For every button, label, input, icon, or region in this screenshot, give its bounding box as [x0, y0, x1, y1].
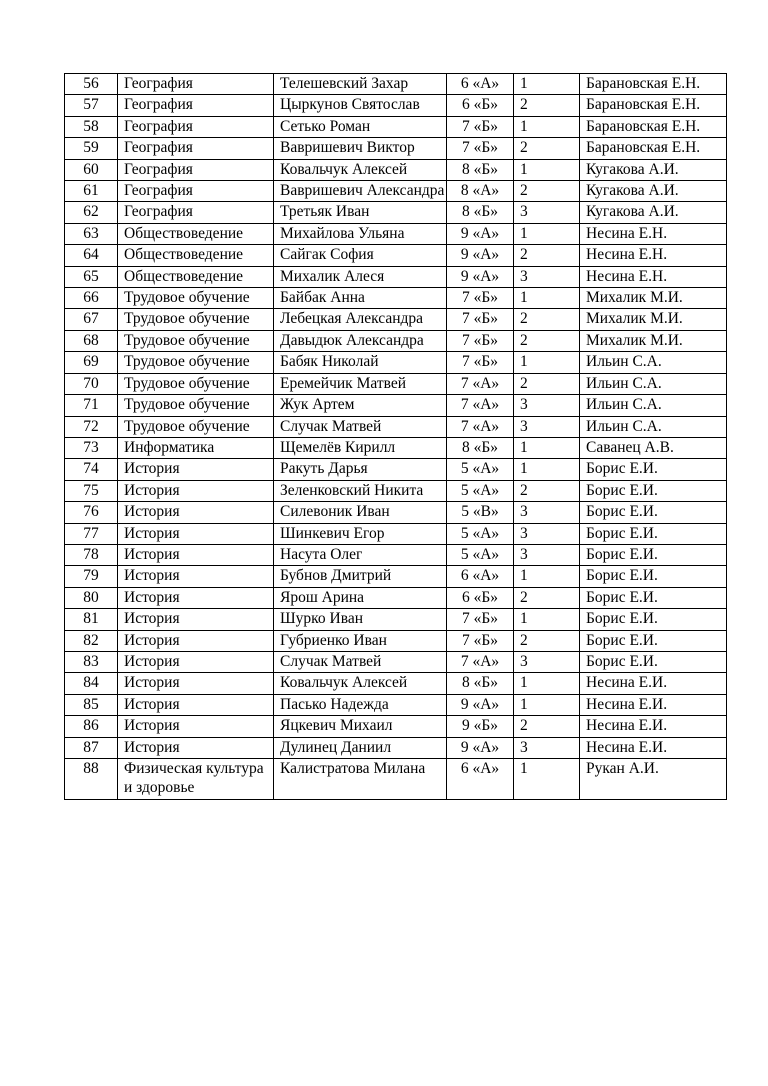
place-cell: 3 — [514, 502, 580, 523]
row-number: 87 — [65, 737, 118, 758]
class-cell: 6 «А» — [447, 74, 514, 95]
table-row — [65, 459, 727, 480]
table-row — [65, 737, 727, 758]
row-number: 77 — [65, 523, 118, 544]
row-number: 70 — [65, 373, 118, 394]
place-cell: 1 — [514, 566, 580, 587]
table-row — [65, 288, 727, 309]
table-row — [65, 630, 727, 651]
student-name-cell: Зеленковский Никита — [274, 480, 447, 501]
row-number: 78 — [65, 544, 118, 565]
class-cell: 5 «В» — [447, 502, 514, 523]
subject-cell: История — [118, 544, 274, 565]
teacher-cell: Кугакова А.И. — [580, 159, 727, 180]
class-cell: 9 «А» — [447, 223, 514, 244]
student-name-cell: Силевоник Иван — [274, 502, 447, 523]
table-row — [65, 95, 727, 116]
row-number: 74 — [65, 459, 118, 480]
student-name-cell: Яцкевич Михаил — [274, 716, 447, 737]
table-row — [65, 245, 727, 266]
subject-cell: История — [118, 459, 274, 480]
row-number: 57 — [65, 95, 118, 116]
place-cell: 2 — [514, 309, 580, 330]
subject-cell: География — [118, 116, 274, 137]
teacher-cell: Ильин С.А. — [580, 395, 727, 416]
row-number: 69 — [65, 352, 118, 373]
table-row — [65, 74, 727, 95]
teacher-cell: Михалик М.И. — [580, 330, 727, 351]
class-cell: 7 «Б» — [447, 138, 514, 159]
subject-cell: История — [118, 502, 274, 523]
row-number: 75 — [65, 480, 118, 501]
student-name-cell: Лебецкая Александра — [274, 309, 447, 330]
class-cell: 9 «А» — [447, 694, 514, 715]
table-row — [65, 609, 727, 630]
row-number: 63 — [65, 223, 118, 244]
place-cell: 2 — [514, 630, 580, 651]
table-row — [65, 330, 727, 351]
place-cell: 1 — [514, 288, 580, 309]
place-cell: 2 — [514, 587, 580, 608]
student-name-cell: Жук Артем — [274, 395, 447, 416]
row-number: 61 — [65, 181, 118, 202]
subject-cell: Физическая культура и здоровье — [118, 759, 274, 800]
class-cell: 5 «А» — [447, 459, 514, 480]
table-row — [65, 202, 727, 223]
row-number: 73 — [65, 437, 118, 458]
place-cell: 1 — [514, 694, 580, 715]
teacher-cell: Несина Е.И. — [580, 716, 727, 737]
student-name-cell: Щемелёв Кирилл — [274, 437, 447, 458]
student-name-cell: Ковальчук Алексей — [274, 159, 447, 180]
student-name-cell: Шурко Иван — [274, 609, 447, 630]
teacher-cell: Саванец А.В. — [580, 437, 727, 458]
table-row — [65, 352, 727, 373]
teacher-cell: Ильин С.А. — [580, 352, 727, 373]
row-number: 82 — [65, 630, 118, 651]
student-name-cell: Сетько Роман — [274, 116, 447, 137]
class-cell: 6 «Б» — [447, 587, 514, 608]
student-name-cell: Байбак Анна — [274, 288, 447, 309]
class-cell: 5 «А» — [447, 544, 514, 565]
row-number: 85 — [65, 694, 118, 715]
table-row — [65, 181, 727, 202]
place-cell: 1 — [514, 673, 580, 694]
teacher-cell: Борис Е.И. — [580, 544, 727, 565]
row-number: 83 — [65, 651, 118, 672]
place-cell: 2 — [514, 181, 580, 202]
teacher-cell: Михалик М.И. — [580, 288, 727, 309]
table-row — [65, 395, 727, 416]
subject-cell: География — [118, 95, 274, 116]
place-cell: 1 — [514, 223, 580, 244]
table-row — [65, 716, 727, 737]
student-name-cell: Телешевский Захар — [274, 74, 447, 95]
teacher-cell: Барановская Е.Н. — [580, 74, 727, 95]
student-name-cell: Третьяк Иван — [274, 202, 447, 223]
subject-cell: История — [118, 630, 274, 651]
student-name-cell: Ярош Арина — [274, 587, 447, 608]
subject-cell: Обществоведение — [118, 223, 274, 244]
row-number: 72 — [65, 416, 118, 437]
row-number: 62 — [65, 202, 118, 223]
class-cell: 7 «Б» — [447, 609, 514, 630]
class-cell: 6 «А» — [447, 566, 514, 587]
teacher-cell: Борис Е.И. — [580, 587, 727, 608]
subject-cell: Трудовое обучение — [118, 288, 274, 309]
table-row — [65, 673, 727, 694]
table-row — [65, 159, 727, 180]
teacher-cell: Борис Е.И. — [580, 502, 727, 523]
teacher-cell: Кугакова А.И. — [580, 181, 727, 202]
student-name-cell: Михайлова Ульяна — [274, 223, 447, 244]
class-cell: 8 «Б» — [447, 159, 514, 180]
teacher-cell: Михалик М.И. — [580, 309, 727, 330]
table-row — [65, 138, 727, 159]
place-cell: 2 — [514, 480, 580, 501]
teacher-cell: Несина Е.Н. — [580, 245, 727, 266]
class-cell: 6 «А» — [447, 759, 514, 800]
table-row — [65, 223, 727, 244]
subject-cell: История — [118, 566, 274, 587]
row-number: 86 — [65, 716, 118, 737]
teacher-cell: Борис Е.И. — [580, 609, 727, 630]
class-cell: 7 «А» — [447, 373, 514, 394]
teacher-cell: Ильин С.А. — [580, 373, 727, 394]
document-page — [64, 73, 727, 800]
place-cell: 3 — [514, 395, 580, 416]
teacher-cell: Несина Е.Н. — [580, 223, 727, 244]
row-number: 67 — [65, 309, 118, 330]
place-cell: 2 — [514, 330, 580, 351]
subject-cell: Трудовое обучение — [118, 309, 274, 330]
teacher-cell: Борис Е.И. — [580, 480, 727, 501]
class-cell: 9 «Б» — [447, 716, 514, 737]
class-cell: 7 «Б» — [447, 116, 514, 137]
place-cell: 1 — [514, 116, 580, 137]
row-number: 81 — [65, 609, 118, 630]
student-name-cell: Вавришевич Александра — [274, 181, 447, 202]
subject-cell: История — [118, 651, 274, 672]
subject-cell: География — [118, 202, 274, 223]
subject-cell: Трудовое обучение — [118, 352, 274, 373]
student-name-cell: Пасько Надежда — [274, 694, 447, 715]
table-row — [65, 694, 727, 715]
subject-cell: География — [118, 74, 274, 95]
teacher-cell: Борис Е.И. — [580, 523, 727, 544]
table-row — [65, 651, 727, 672]
class-cell: 7 «А» — [447, 651, 514, 672]
subject-cell: География — [118, 181, 274, 202]
student-name-cell: Ракуть Дарья — [274, 459, 447, 480]
teacher-cell: Борис Е.И. — [580, 630, 727, 651]
subject-cell: История — [118, 737, 274, 758]
place-cell: 3 — [514, 266, 580, 287]
student-name-cell: Дулинец Даниил — [274, 737, 447, 758]
student-name-cell: Случак Матвей — [274, 416, 447, 437]
place-cell: 1 — [514, 609, 580, 630]
student-name-cell: Бабяк Николай — [274, 352, 447, 373]
class-cell: 7 «Б» — [447, 352, 514, 373]
subject-cell: История — [118, 480, 274, 501]
place-cell: 2 — [514, 95, 580, 116]
table-row — [65, 416, 727, 437]
table-row — [65, 266, 727, 287]
place-cell: 3 — [514, 416, 580, 437]
row-number: 56 — [65, 74, 118, 95]
subject-cell: География — [118, 138, 274, 159]
row-number: 68 — [65, 330, 118, 351]
subject-cell: Трудовое обучение — [118, 416, 274, 437]
class-cell: 5 «А» — [447, 480, 514, 501]
subject-cell: Информатика — [118, 437, 274, 458]
teacher-cell: Борис Е.И. — [580, 651, 727, 672]
student-name-cell: Случак Матвей — [274, 651, 447, 672]
subject-cell: История — [118, 694, 274, 715]
subject-cell: Обществоведение — [118, 266, 274, 287]
row-number: 79 — [65, 566, 118, 587]
place-cell: 2 — [514, 138, 580, 159]
row-number: 65 — [65, 266, 118, 287]
place-cell: 1 — [514, 159, 580, 180]
student-name-cell: Вавришевич Виктор — [274, 138, 447, 159]
place-cell: 3 — [514, 544, 580, 565]
student-name-cell: Еремейчик Матвей — [274, 373, 447, 394]
class-cell: 8 «Б» — [447, 202, 514, 223]
class-cell: 7 «А» — [447, 416, 514, 437]
student-name-cell: Цыркунов Святослав — [274, 95, 447, 116]
table-row — [65, 116, 727, 137]
teacher-cell: Кугакова А.И. — [580, 202, 727, 223]
results-table-body — [65, 74, 727, 800]
row-number: 66 — [65, 288, 118, 309]
teacher-cell: Барановская Е.Н. — [580, 95, 727, 116]
class-cell: 5 «А» — [447, 523, 514, 544]
class-cell: 7 «Б» — [447, 288, 514, 309]
place-cell: 3 — [514, 202, 580, 223]
subject-cell: История — [118, 523, 274, 544]
table-row — [65, 480, 727, 501]
student-name-cell: Шинкевич Егор — [274, 523, 447, 544]
place-cell: 1 — [514, 437, 580, 458]
class-cell: 9 «А» — [447, 737, 514, 758]
row-number: 88 — [65, 759, 118, 800]
table-row — [65, 759, 727, 800]
class-cell: 8 «Б» — [447, 437, 514, 458]
place-cell: 2 — [514, 373, 580, 394]
table-row — [65, 523, 727, 544]
class-cell: 8 «Б» — [447, 673, 514, 694]
class-cell: 7 «А» — [447, 395, 514, 416]
subject-cell: История — [118, 716, 274, 737]
student-name-cell: Бубнов Дмитрий — [274, 566, 447, 587]
place-cell: 1 — [514, 459, 580, 480]
class-cell: 9 «А» — [447, 266, 514, 287]
table-row — [65, 309, 727, 330]
place-cell: 1 — [514, 74, 580, 95]
place-cell: 3 — [514, 651, 580, 672]
table-row — [65, 502, 727, 523]
teacher-cell: Несина Е.И. — [580, 694, 727, 715]
row-number: 84 — [65, 673, 118, 694]
table-row — [65, 587, 727, 608]
teacher-cell: Ильин С.А. — [580, 416, 727, 437]
results-table — [64, 73, 727, 800]
table-row — [65, 437, 727, 458]
place-cell: 1 — [514, 352, 580, 373]
subject-cell: История — [118, 609, 274, 630]
class-cell: 9 «А» — [447, 245, 514, 266]
subject-cell: История — [118, 673, 274, 694]
teacher-cell: Рукан А.И. — [580, 759, 727, 800]
subject-cell: Обществоведение — [118, 245, 274, 266]
subject-cell: Трудовое обучение — [118, 395, 274, 416]
place-cell: 2 — [514, 716, 580, 737]
teacher-cell: Несина Е.Н. — [580, 266, 727, 287]
place-cell: 2 — [514, 245, 580, 266]
teacher-cell: Борис Е.И. — [580, 566, 727, 587]
subject-cell: Трудовое обучение — [118, 373, 274, 394]
student-name-cell: Давыдюк Александра — [274, 330, 447, 351]
place-cell: 3 — [514, 737, 580, 758]
place-cell: 3 — [514, 523, 580, 544]
teacher-cell: Несина Е.И. — [580, 673, 727, 694]
row-number: 80 — [65, 587, 118, 608]
class-cell: 8 «А» — [447, 181, 514, 202]
subject-cell: География — [118, 159, 274, 180]
class-cell: 7 «Б» — [447, 630, 514, 651]
table-row — [65, 566, 727, 587]
table-row — [65, 544, 727, 565]
teacher-cell: Барановская Е.Н. — [580, 138, 727, 159]
student-name-cell: Ковальчук Алексей — [274, 673, 447, 694]
student-name-cell: Сайгак София — [274, 245, 447, 266]
subject-cell: Трудовое обучение — [118, 330, 274, 351]
row-number: 71 — [65, 395, 118, 416]
teacher-cell: Несина Е.И. — [580, 737, 727, 758]
teacher-cell: Барановская Е.Н. — [580, 116, 727, 137]
teacher-cell: Борис Е.И. — [580, 459, 727, 480]
row-number: 58 — [65, 116, 118, 137]
class-cell: 6 «Б» — [447, 95, 514, 116]
table-row — [65, 373, 727, 394]
row-number: 64 — [65, 245, 118, 266]
row-number: 76 — [65, 502, 118, 523]
row-number: 59 — [65, 138, 118, 159]
student-name-cell: Губриенко Иван — [274, 630, 447, 651]
student-name-cell: Калистратова Милана — [274, 759, 447, 800]
class-cell: 7 «Б» — [447, 330, 514, 351]
student-name-cell: Насута Олег — [274, 544, 447, 565]
class-cell: 7 «Б» — [447, 309, 514, 330]
student-name-cell: Михалик Алеся — [274, 266, 447, 287]
place-cell: 1 — [514, 759, 580, 800]
subject-cell: История — [118, 587, 274, 608]
row-number: 60 — [65, 159, 118, 180]
